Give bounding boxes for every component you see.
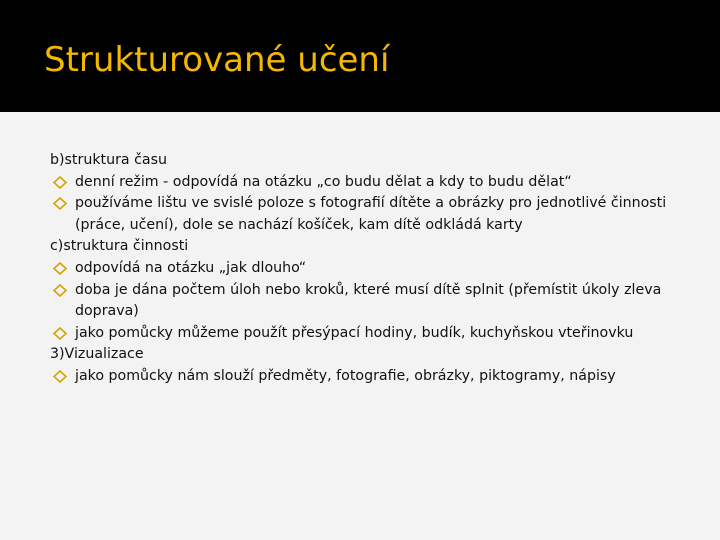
slide-title: Strukturované učení [44,40,390,80]
content-area [0,112,720,540]
bullet-item [50,366,680,388]
bullet-text: jako pomůcky můžeme použít přesýpací hodiny, budík, kuchyňskou vteřinovku [75,324,634,341]
bullet-item [50,280,680,323]
bullet-text: jako pomůcky nám slouží předměty, fotografie, obrázky, piktogramy, nápisy [75,367,616,384]
section-heading: c)struktura činnosti [50,238,189,255]
bullet-text: používáme lištu ve svislé poloze s fotografií dítěte a obrázky pro jednotlivé činnosti (práce, učení), dole se nachází košíček, kam dítě odkládá karty [75,195,667,233]
bullet-item [50,323,680,345]
bullet-text: doba je dána počtem úloh nebo kroků, které musí dítě splnit (přemístit úkoly zleva doprava) [75,281,662,320]
slide-body [50,150,680,388]
section-heading: b)struktura času [50,152,168,168]
hollow-diamond-bullet-icon [53,176,67,189]
hollow-diamond-bullet-icon [53,327,67,340]
bullet-item [50,193,680,236]
bullet-item [50,172,680,194]
bullet-text: odpovídá na otázku „jak dlouho“ [75,259,307,276]
title-bar [0,0,720,112]
hollow-diamond-bullet-icon [53,370,67,383]
hollow-diamond-bullet-icon [53,197,67,210]
hollow-diamond-bullet-icon [53,262,67,275]
hollow-diamond-bullet-icon [53,284,67,297]
section-heading: 3)Vizualizace [50,346,144,363]
bullet-text: denní režim - odpovídá na otázku „co budu dělat a kdy to budu dělat“ [75,173,572,190]
bullet-item [50,258,680,280]
